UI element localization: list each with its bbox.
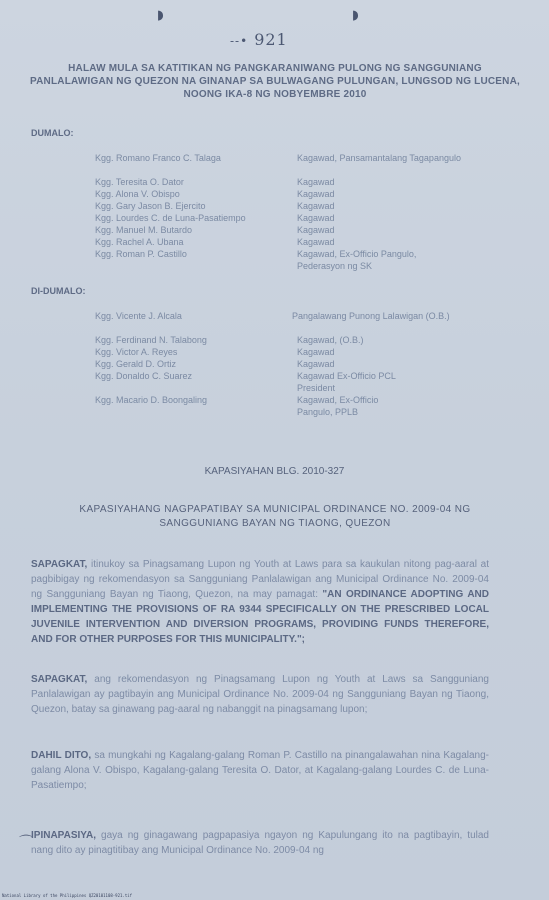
absentee-name: Kgg. Gerald D. Ortiz (95, 359, 177, 369)
absentee-role: Pangalawang Punong Lalawigan (O.B.) (292, 311, 450, 321)
paragraph-lead: IPINAPASIYA, (31, 830, 97, 841)
whereas-paragraph (31, 672, 489, 717)
document-header-title: HALAW MULA SA KATITIKAN NG PANGKARANIWANG PULONG NG SANGGUNIANG PANLALAWIGAN NG QUEZON NA GINANAP SA BULWAGANG PULUNGAN, LUNGSOD NG LUCENA, NOONG IKA-8 NG NOBYEMBRE 2010 (30, 63, 520, 100)
attendee-name: Kgg. Alona V. Obispo (95, 189, 180, 199)
absentee-role: Kagawad, (O.B.) (297, 335, 364, 345)
punch-hole-mark: ◗ (352, 8, 359, 23)
attendee-name: Kgg. Teresita O. Dator (95, 177, 184, 187)
absentees-label: DI-DUMALO: (31, 286, 86, 296)
attendee-role: Kagawad (297, 213, 335, 223)
paragraph-body: sa mungkahi ng Kagalang-galang Roman P. Castillo na pinangalawahan nina Kagalang-galang Alona V. Obispo, Kagalang-galang Teresita O. Dator, at Kagalang-galang Lourdes C. de Luna-Pasatiempo; (31, 750, 489, 791)
therefore-paragraph (31, 748, 489, 793)
paragraph-lead: SAPAGKAT, (31, 559, 88, 570)
whereas-paragraph (31, 557, 489, 647)
resolved-paragraph (31, 828, 489, 858)
attendee-name: Kgg. Rachel A. Ubana (95, 237, 184, 247)
attendee-role: Kagawad (297, 201, 335, 211)
attendee-role: Kagawad (297, 237, 335, 247)
attendee-name: Kgg. Lourdes C. de Luna-Pasatiempo (95, 213, 246, 223)
punch-hole-mark: ◗ (157, 8, 164, 23)
attendees-label: DUMALO: (31, 128, 74, 138)
absentee-name: Kgg. Vicente J. Alcala (95, 311, 182, 321)
attendee-name: Kgg. Gary Jason B. Ejercito (95, 201, 206, 211)
attendee-role: Kagawad, Pansamantalang Tagapangulo (297, 153, 461, 163)
absentee-role: Kagawad Ex-Officio PCL President (297, 371, 396, 393)
absentee-role: Kagawad, Ex-Officio Pangulo, PPLB (297, 395, 379, 417)
absentee-name: Kgg. Victor A. Reyes (95, 347, 178, 357)
absentee-name: Kgg. Macario D. Boongaling (95, 395, 208, 405)
absentee-name: Kgg. Ferdinand N. Talabong (95, 335, 207, 345)
attendee-name: Kgg. Romano Franco C. Talaga (95, 153, 221, 163)
attendee-name: Kgg. Roman P. Castillo (95, 249, 187, 259)
attendee-role: Kagawad (297, 177, 335, 187)
resolution-title: KAPASIYAHANG NAGPAPATIBAY SA MUNICIPAL ORDINANCE NO. 2009-04 NG SANGGUNIANG BAYAN NG TIAONG, QUEZON (79, 504, 471, 529)
ordinance-title-quote: "AN ORDINANCE ADOPTING AND IMPLEMENTING THE PROVISIONS OF RA 9344 SPECIFICALLY ON THE PRESCRIBED LOCAL JUVENILE INTERVENTION AND DIVERSION PROGRAMS, PROVIDING FUNDS THEREFORE, AND FOR OTHER PURPOSES FOR THIS MUNICIPALITY."; (31, 589, 489, 645)
attendee-role: Kagawad (297, 225, 335, 235)
paragraph-body: ang rekomendasyon ng Pinagsamang Lupon ng Youth at Laws sa Sangguniang Panlalawigan ay pagtibayin ang Municipal Ordinance No. 2009-04 ng Sangguniang Bayan ng Tiaong, Quezon, batay sa ginawang pag-aaral ng nabanggit na pinagsamang lupon; (31, 674, 489, 715)
margin-bracket-mark: ⌒ (19, 834, 33, 850)
attendee-role: Kagawad, Ex-Officio Pangulo, Pederasyon ng SK (297, 249, 417, 271)
resolution-number: KAPASIYAHAN BLG. 2010-327 (204, 466, 345, 477)
paragraph-lead: SAPAGKAT, (31, 674, 88, 685)
attendee-name: Kgg. Manuel M. Butardo (95, 225, 193, 235)
paragraph-lead: DAHIL DITO, (31, 750, 92, 761)
paragraph-body: itinukoy sa Pinagsamang Lupon ng Youth at Laws para sa kaukulan nitong pag-aaral at pagbibigay ng rekomendasyon sa Sangguniang Panlalawigan ang Municipal Ordinance No. 2009-04 ng Sangguniang Bayan ng Tiaong, Quezon, na may pamagat: (31, 559, 489, 600)
absentee-role: Kagawad (297, 359, 335, 369)
paragraph-body: gaya ng ginagawang pagpapasiya ngayon ng Kapulungang ito na pagtibayin, tulad nang dito ay pinagtitibay ang Municipal Ordinance No. 2009-04 ng (31, 830, 489, 856)
absentee-name: Kgg. Donaldo C. Suarez (95, 371, 193, 381)
absentee-role: Kagawad (297, 347, 335, 357)
page-number: --• 921 (230, 30, 288, 49)
scan-footer-text: National Library of the Philippines QZ20101108-921.tif (2, 893, 133, 898)
attendee-role: Kagawad (297, 189, 335, 199)
